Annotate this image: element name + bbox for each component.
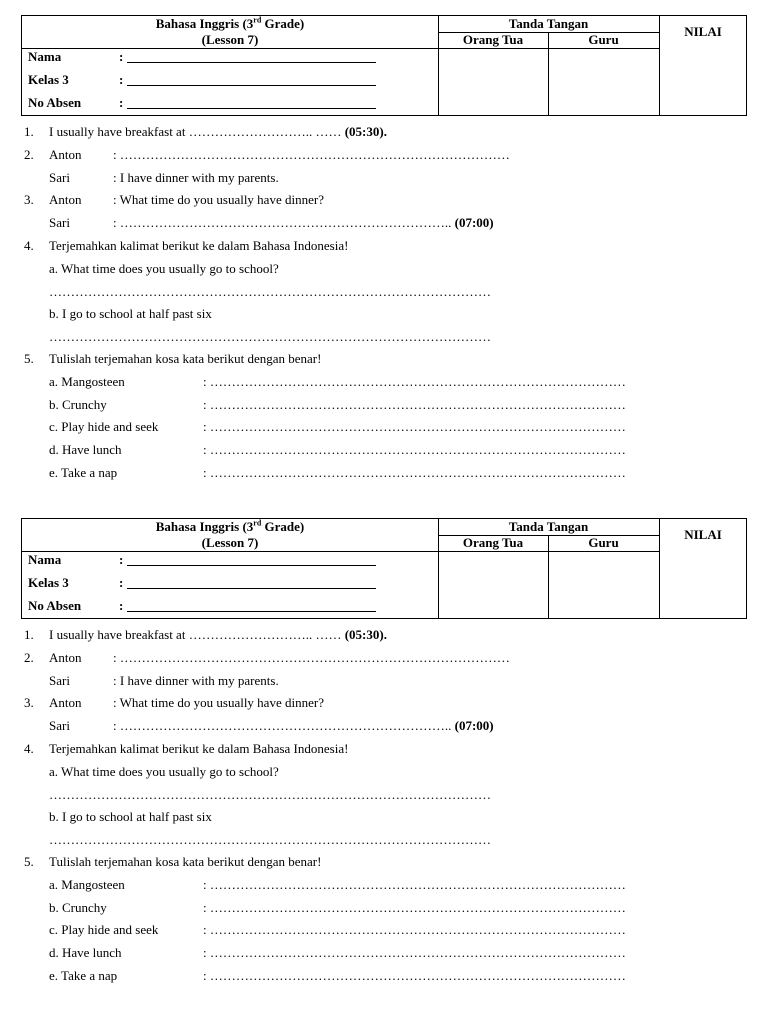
- dialog-line: : I have dinner with my parents.: [113, 673, 279, 688]
- vocab-item: a. Mangosteen: [49, 374, 125, 389]
- absent-blank-line: [127, 108, 376, 109]
- class-blank-line: [127, 85, 376, 86]
- question-number: 3.: [24, 192, 34, 207]
- question-number: 1.: [24, 124, 34, 139]
- class-blank-line: [127, 588, 376, 589]
- name-label: Nama: [28, 49, 62, 64]
- speaker-label: Sari: [49, 215, 70, 230]
- teacher-label: Guru: [588, 32, 619, 47]
- question-1[interactable]: I usually have breakfast at ……………………….. …… (05:30).: [49, 627, 387, 642]
- lesson-label: (Lesson 7): [201, 32, 259, 47]
- absent-label: No Absen: [28, 95, 82, 110]
- signature-label: Tanda Tangan: [508, 519, 589, 534]
- speaker-label: Anton: [49, 147, 82, 162]
- question-number: 5.: [24, 351, 34, 366]
- answer-blank[interactable]: : ……………………………………………………………………………………: [203, 442, 626, 457]
- dialog-line: : What time do you usually have dinner?: [113, 695, 324, 710]
- vocab-item: d. Have lunch: [49, 945, 122, 960]
- absent-colon: :: [119, 95, 124, 110]
- vocab-item: c. Play hide and seek: [49, 419, 159, 434]
- answer-blank[interactable]: …………………………………………………………………………………………: [49, 284, 491, 299]
- vocab-item: b. Crunchy: [49, 397, 107, 412]
- dialog-line: : I have dinner with my parents.: [113, 170, 279, 185]
- class-colon: :: [119, 575, 124, 590]
- question-number: 1.: [24, 627, 34, 642]
- name-label: Nama: [28, 552, 62, 567]
- answer-blank[interactable]: : ……………………………………………………………………………………: [203, 397, 626, 412]
- answer-blank[interactable]: : ………………………………………………………………….. (07:00): [113, 215, 494, 230]
- instruction-text: Terjemahkan kalimat berikut ke dalam Bahasa Indonesia!: [49, 741, 349, 756]
- class-colon: :: [119, 72, 124, 87]
- speaker-label: Anton: [49, 192, 82, 207]
- name-blank-line: [127, 565, 376, 566]
- vocab-item: d. Have lunch: [49, 442, 122, 457]
- answer-blank[interactable]: : ………………………………………………………………….. (07:00): [113, 718, 494, 733]
- name-blank-line: [127, 62, 376, 63]
- answer-blank[interactable]: : ……………………………………………………………………………………: [203, 922, 626, 937]
- absent-label: No Absen: [28, 598, 82, 613]
- question-number: 2.: [24, 147, 34, 162]
- vocab-item: a. Mangosteen: [49, 877, 125, 892]
- worksheet-title: Bahasa Inggris (3rd Grade): [155, 15, 305, 31]
- score-label: NILAI: [684, 24, 722, 39]
- header-table: [21, 15, 747, 116]
- vocab-item: e. Take a nap: [49, 968, 118, 983]
- sentence-b: b. I go to school at half past six: [49, 809, 212, 824]
- score-label: NILAI: [684, 527, 722, 542]
- sentence-a: a. What time does you usually go to school?: [49, 261, 279, 276]
- name-colon: :: [119, 552, 124, 567]
- worksheet-top: [0, 0, 768, 480]
- name-colon: :: [119, 49, 124, 64]
- question-number: 5.: [24, 854, 34, 869]
- question-number: 4.: [24, 741, 34, 756]
- answer-blank[interactable]: : ……………………………………………………………………………………: [203, 945, 626, 960]
- answer-blank[interactable]: : ……………………………………………………………………………………: [203, 900, 626, 915]
- vocab-item: c. Play hide and seek: [49, 922, 159, 937]
- header-divider: [438, 551, 659, 552]
- speaker-label: Sari: [49, 673, 70, 688]
- question-1[interactable]: I usually have breakfast at ……………………….. …… (05:30).: [49, 124, 387, 139]
- absent-colon: :: [119, 598, 124, 613]
- class-label: Kelas 3: [28, 575, 69, 590]
- answer-blank[interactable]: …………………………………………………………………………………………: [49, 329, 491, 344]
- vocab-item: e. Take a nap: [49, 465, 118, 480]
- header-divider: [438, 48, 659, 49]
- question-number: 2.: [24, 650, 34, 665]
- parent-label: Orang Tua: [462, 535, 524, 550]
- lesson-label: (Lesson 7): [201, 535, 259, 550]
- answer-blank[interactable]: : ………………………………………………………………………………: [113, 147, 510, 162]
- speaker-label: Anton: [49, 695, 82, 710]
- sentence-a: a. What time does you usually go to school?: [49, 764, 279, 779]
- instruction-text: Tulislah terjemahan kosa kata berikut dengan benar!: [49, 854, 322, 869]
- answer-blank[interactable]: : ……………………………………………………………………………………: [203, 465, 626, 480]
- class-label: Kelas 3: [28, 72, 69, 87]
- teacher-label: Guru: [588, 535, 619, 550]
- instruction-text: Tulislah terjemahan kosa kata berikut dengan benar!: [49, 351, 322, 366]
- signature-label: Tanda Tangan: [508, 16, 589, 31]
- instruction-text: Terjemahkan kalimat berikut ke dalam Bahasa Indonesia!: [49, 238, 349, 253]
- vocab-item: b. Crunchy: [49, 900, 107, 915]
- answer-blank[interactable]: …………………………………………………………………………………………: [49, 787, 491, 802]
- worksheet-bottom: [0, 503, 768, 983]
- header-table: [21, 518, 747, 619]
- sentence-b: b. I go to school at half past six: [49, 306, 212, 321]
- speaker-label: Anton: [49, 650, 82, 665]
- answer-blank[interactable]: : ……………………………………………………………………………………: [203, 419, 626, 434]
- dialog-line: : What time do you usually have dinner?: [113, 192, 324, 207]
- answer-blank[interactable]: : ……………………………………………………………………………………: [203, 877, 626, 892]
- question-number: 4.: [24, 238, 34, 253]
- worksheet-title: Bahasa Inggris (3rd Grade): [155, 518, 305, 534]
- answer-blank[interactable]: : ……………………………………………………………………………………: [203, 968, 626, 983]
- answer-blank[interactable]: : ………………………………………………………………………………: [113, 650, 510, 665]
- answer-blank[interactable]: : ……………………………………………………………………………………: [203, 374, 626, 389]
- question-number: 3.: [24, 695, 34, 710]
- speaker-label: Sari: [49, 718, 70, 733]
- answer-blank[interactable]: …………………………………………………………………………………………: [49, 832, 491, 847]
- parent-label: Orang Tua: [462, 32, 524, 47]
- speaker-label: Sari: [49, 170, 70, 185]
- absent-blank-line: [127, 611, 376, 612]
